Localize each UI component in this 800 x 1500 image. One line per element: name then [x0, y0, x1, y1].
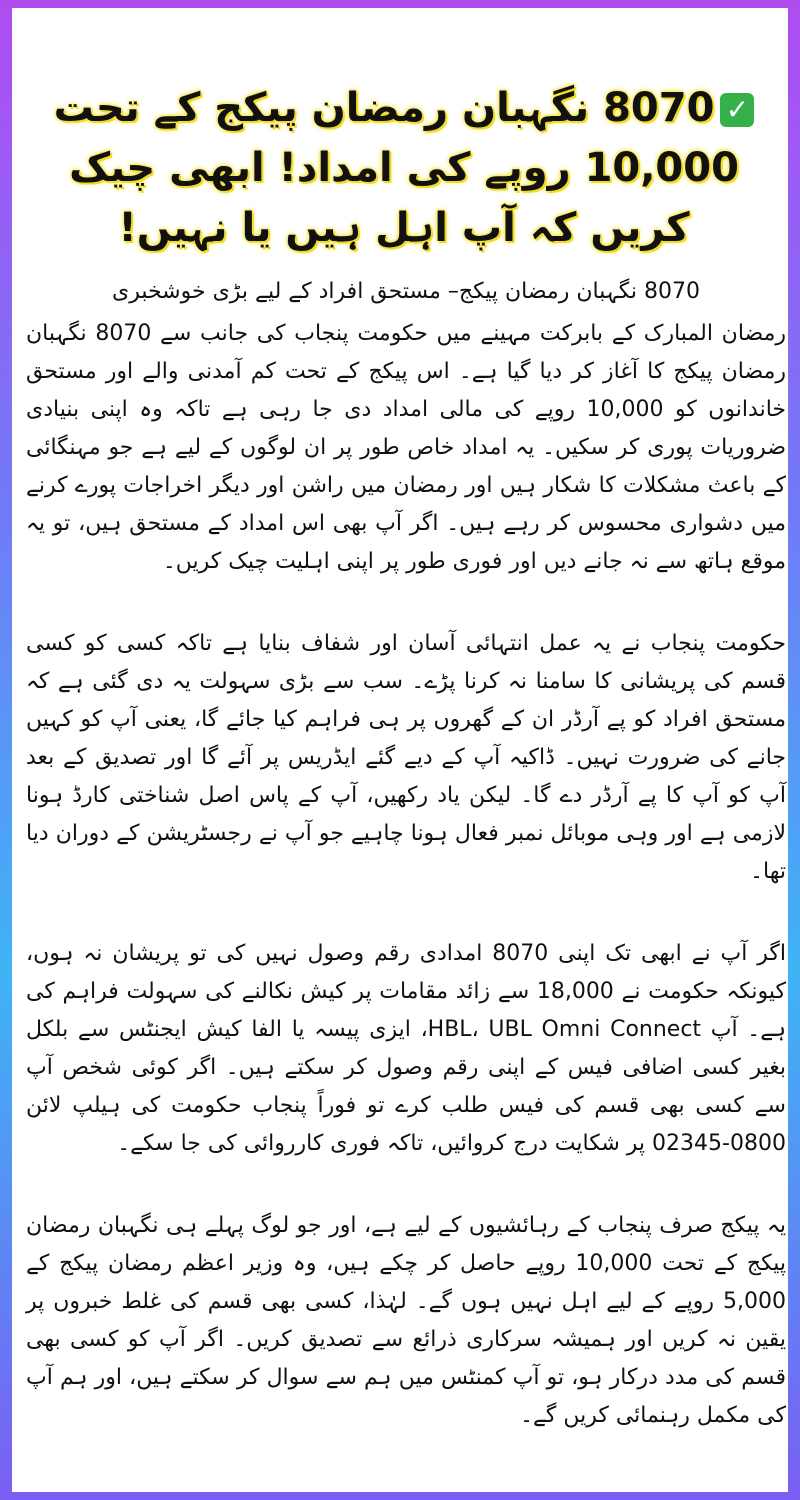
article-card: [12, 8, 788, 1492]
article-title: [34, 78, 774, 258]
article-paragraph: حکومت پنجاب نے یہ عمل انتہائی آسان اور شفاف بنایا ہے تاکہ کسی کو کسی قسم کی پریشانی کا سامنا نہ کرنا پڑے۔ سب سے بڑی سہولت یہ دی گئی ہے کہ مستحق افراد کو پے آرڈر ان کے گھروں پر ہی فراہم کیا جائے گا، یعنی آپ کو کہیں جانے کی ضرورت نہیں۔ ڈاکیہ آپ کے دیے گئے ایڈریس پر آئے گا اور تصدیق کے بعد آپ کو آپ کا پے آرڈر دے گا۔ لیکن یاد رکھیں، آپ کے پاس اصل شناختی کارڈ ہونا لازمی ہے اور وہی موبائل نمبر فعال ہونا چاہیے جو آپ نے رجسٹریشن کے دوران دیا تھا۔: [26, 631, 786, 884]
article-body: [26, 273, 786, 1435]
article-title-text: 8070 نگہبان رمضان پیکج کے تحت 10,000 روپے کی امداد! ابھی چیک کریں کہ آپ اہل ہیں یا نہیں!: [53, 85, 739, 251]
article-paragraph: رمضان المبارک کے بابرکت مہینے میں حکومت پنجاب کی جانب سے 8070 نگہبان رمضان پیکج کا آغاز کر دیا گیا ہے۔ اس پیکج کے تحت کم آمدنی والے اور مستحق خاندانوں کو 10,000 روپے کی مالی امداد دی جا رہی ہے تاکہ وہ اپنی بنیادی ضروریات پوری کر سکیں۔ یہ امداد خاص طور پر ان لوگوں کے لیے ہے جو مہنگائی کے باعث مشکلات کا شکار ہیں اور رمضان میں راشن اور دیگر اخراجات پورے کرنے میں دشواری محسوس کر رہے ہیں۔ اگر آپ بھی اس امداد کے مستحق ہیں، تو یہ موقع ہاتھ سے نہ جانے دیں اور فوری طور پر اپنی اہلیت چیک کریں۔: [26, 321, 787, 574]
article-paragraph: اگر آپ نے ابھی تک اپنی 8070 امدادی رقم وصول نہیں کی تو پریشان نہ ہوں، کیونکہ حکومت نے 18,000 سے زائد مقامات پر کیش نکالنے کی سہولت فراہم کی ہے۔ آپ HBL، UBL Omni Connect، ایزی پیسہ یا الفا کیش ایجنٹس سے بلکل بغیر کسی اضافی فیس کے اپنی رقم وصول کر سکتے ہیں۔ اگر کوئی شخص آپ سے کسی بھی قسم کی فیس طلب کرے تو فوراً پنجاب حکومت کی ہیلپ لائن 0800-02345 پر شکایت درج کروائیں، تاکہ فوری کارروائی کی جا سکے۔: [26, 941, 786, 1156]
article-subtitle: 8070 نگہبان رمضان پیکج– مستحق افراد کے لیے بڑی خوشخبری: [111, 279, 700, 304]
check-mark-icon: ✓: [720, 93, 754, 127]
article-paragraph: یہ پیکج صرف پنجاب کے رہائشیوں کے لیے ہے، اور جو لوگ پہلے ہی نگہبان رمضان پیکج کے تحت 10,000 روپے حاصل کر چکے ہیں، وہ وزیر اعظم رمضان پیکج کے 5,000 روپے کے لیے اہل نہیں ہوں گے۔ لہٰذا، کسی بھی قسم کی غلط خبروں پر یقین نہ کریں اور ہمیشہ سرکاری ذرائع سے تصدیق کریں۔ اگر آپ کو کسی بھی قسم کی مدد درکار ہو، تو آپ کمنٹس میں ہم سے سوال کر سکتے ہیں، اور ہم آپ کی مکمل رہنمائی کریں گے۔: [26, 1213, 786, 1428]
